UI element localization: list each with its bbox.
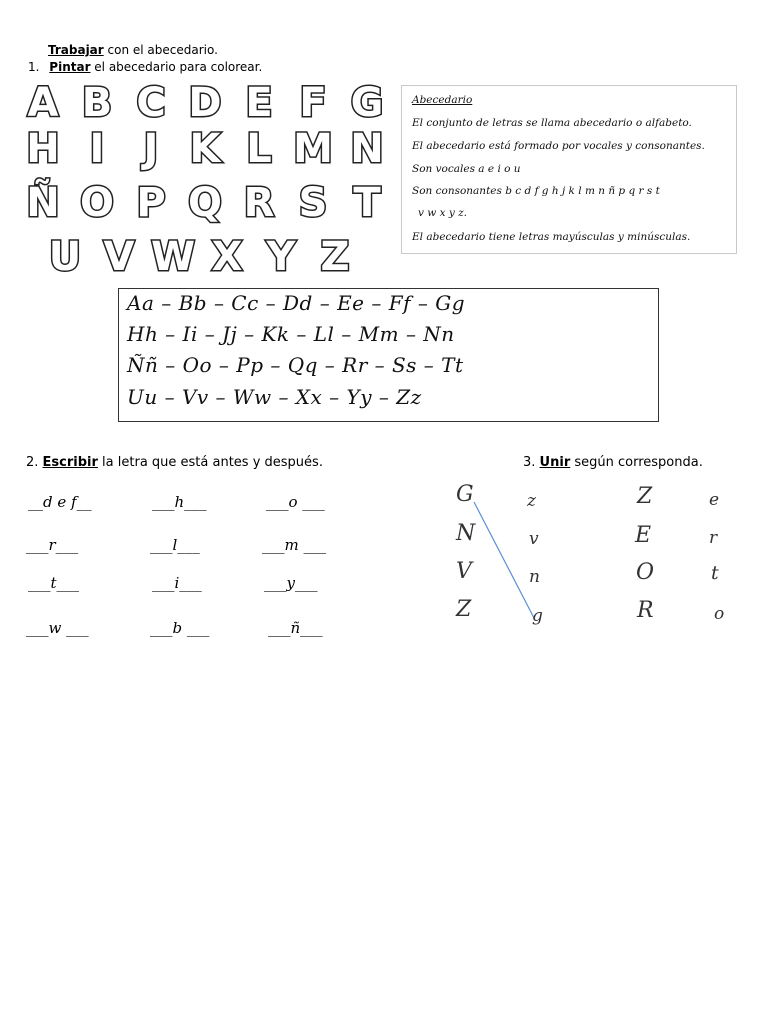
match-left-lower[interactable]: n [529, 567, 540, 587]
match-right-lower[interactable]: r [709, 528, 718, 548]
exercise2-item[interactable]: ___ñ___ [268, 619, 323, 637]
bubble-letter: H [26, 126, 60, 172]
bubble-letter: P [136, 180, 166, 226]
exercise2-keyword: Escribir [42, 455, 98, 470]
cursive-line: Ññ – Oo – Pp – Qq – Rr – Ss – Tt [127, 353, 464, 377]
bubble-letter: K [189, 126, 221, 172]
bubble-letter: M [293, 126, 333, 172]
info-line: v w x y z. [418, 207, 467, 219]
bubble-letter: U [48, 234, 82, 280]
bubble-letters-grid [16, 78, 394, 278]
bubble-letter: W [150, 234, 196, 280]
match-right-lower[interactable]: e [709, 490, 720, 510]
exercise2-item[interactable]: ___w ___ [26, 619, 89, 637]
exercise2-item[interactable]: __d e f__ [28, 493, 92, 511]
bubble-row [16, 124, 394, 174]
match-right-upper[interactable]: R [637, 598, 654, 623]
exercise2-item[interactable]: ___b ___ [150, 619, 210, 637]
item1-line [28, 60, 262, 74]
bubble-letter: F [299, 80, 327, 126]
match-left-upper[interactable]: N [456, 521, 476, 546]
bubble-letter: G [350, 80, 384, 126]
info-line: Son vocales a e i o u [412, 163, 521, 175]
cursive-line: Aa – Bb – Cc – Dd – Ee – Ff – Gg [127, 291, 465, 315]
info-line: El abecedario está formado por vocales y consonantes. [412, 140, 705, 152]
exercise3-keyword: Unir [539, 455, 571, 470]
bubble-letter: Ñ [26, 180, 60, 226]
cursive-line: Hh – Ii – Jj – Kk – Ll – Mm – Nn [127, 322, 455, 346]
exercise2-item[interactable]: ___h___ [152, 493, 207, 511]
match-left-upper[interactable]: V [456, 559, 472, 584]
bubble-letter: D [188, 80, 222, 126]
bubble-letter: I [89, 126, 105, 172]
exercise2-item[interactable]: ___i___ [152, 574, 202, 592]
bubble-letter: L [246, 126, 272, 172]
match-left-upper[interactable]: Z [456, 597, 472, 622]
bubble-letter: S [298, 180, 328, 226]
bubble-letter: O [79, 180, 114, 226]
exercise3-heading [523, 455, 703, 470]
match-right-upper[interactable]: E [635, 523, 652, 548]
match-left-lower[interactable]: v [529, 529, 539, 549]
bubble-letter: C [136, 80, 166, 126]
bubble-letter: X [211, 234, 243, 280]
bubble-letter: V [103, 234, 135, 280]
bubble-letter: A [27, 80, 59, 126]
bubble-letter: Y [266, 234, 296, 280]
info-box [401, 85, 737, 254]
exercise2-item[interactable]: ___l___ [150, 536, 200, 554]
bubble-letter: Q [187, 180, 222, 226]
info-line: El abecedario tiene letras mayúsculas y minúsculas. [412, 231, 691, 243]
bubble-letter: R [243, 180, 275, 226]
match-right-lower[interactable]: t [711, 562, 719, 584]
title-line [48, 43, 218, 57]
bubble-letter: T [353, 180, 381, 226]
exercise2-item[interactable]: ___t___ [28, 574, 80, 592]
item1-rest: el abecedario para colorear. [90, 60, 263, 74]
exercise3-rest: según corresponda. [570, 455, 703, 470]
bubble-letter: Z [320, 234, 350, 280]
bubble-letter: J [143, 126, 159, 172]
exercise3-number: 3. [523, 455, 536, 470]
exercise2-heading [26, 455, 323, 470]
exercise2-item[interactable]: ___o ___ [266, 493, 325, 511]
item1-keyword: Pintar [49, 60, 91, 74]
info-line: Son consonantes b c d f g h j k l m n ñ p q r s t [412, 185, 660, 197]
info-line: El conjunto de letras se llama abecedario o alfabeto. [412, 117, 692, 129]
exercise2-item[interactable]: ___y___ [264, 574, 318, 592]
match-right-lower[interactable]: o [714, 604, 725, 624]
exercise2-item[interactable]: ___m ___ [262, 536, 326, 554]
item1-number: 1. [28, 60, 40, 74]
matching-line-canvas [440, 480, 750, 640]
exercise2-item[interactable]: ___r___ [26, 536, 79, 554]
cursive-alphabet-box [118, 288, 659, 422]
title-rest: con el abecedario. [103, 43, 218, 57]
exercise2-number: 2. [26, 455, 39, 470]
exercise2-rest: la letra que está antes y después. [97, 455, 323, 470]
title-keyword: Trabajar [48, 43, 104, 57]
cursive-line: Uu – Vv – Ww – Xx – Yy – Zz [127, 385, 422, 409]
info-heading: Abecedario [412, 94, 473, 106]
bubble-row [16, 178, 394, 228]
match-right-upper[interactable]: Z [637, 484, 653, 509]
bubble-letter: N [350, 126, 384, 172]
bubble-row [16, 78, 394, 128]
match-left-upper[interactable]: G [456, 482, 474, 507]
match-left-lower[interactable]: z [527, 491, 536, 511]
bubble-row [38, 232, 362, 282]
match-left-lower[interactable]: g [532, 606, 543, 626]
bubble-letter: B [81, 80, 113, 126]
bubble-letter: E [245, 80, 273, 126]
matching-line [474, 502, 534, 618]
match-right-upper[interactable]: O [636, 560, 655, 585]
